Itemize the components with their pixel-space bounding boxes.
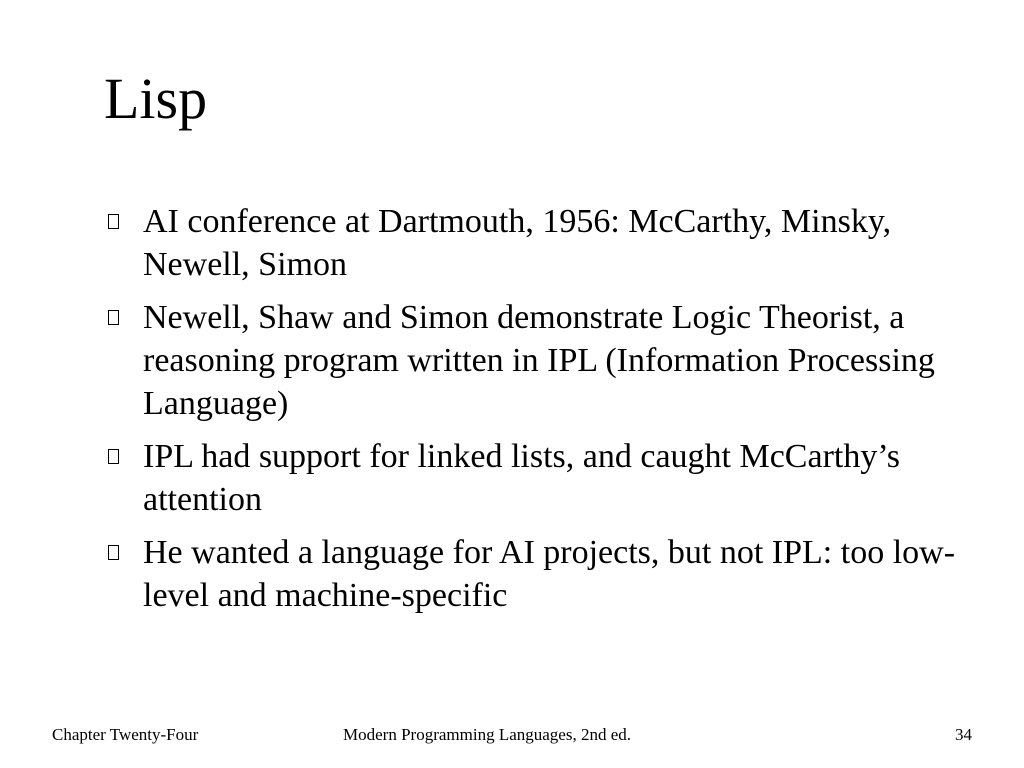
hollow-square-bullet-icon bbox=[108, 545, 119, 560]
slide-title: Lisp bbox=[104, 66, 208, 131]
bullet-item bbox=[100, 200, 980, 286]
hollow-square-bullet-icon bbox=[108, 449, 119, 464]
footer-chapter: Chapter Twenty-Four bbox=[52, 725, 199, 744]
hollow-square-bullet-icon bbox=[108, 310, 119, 325]
bullet-item bbox=[100, 296, 980, 425]
bullet-list bbox=[100, 200, 980, 627]
hollow-square-bullet-icon bbox=[108, 214, 119, 229]
footer-page-number: 34 bbox=[955, 725, 972, 744]
bullet-item bbox=[100, 531, 980, 617]
footer-book-title: Modern Programming Languages, 2nd ed. bbox=[343, 725, 631, 744]
bullet-text: AI conference at Dartmouth, 1956: McCarthy, Minsky, Newell, Simon bbox=[143, 203, 892, 283]
bullet-text: Newell, Shaw and Simon demonstrate Logic Theorist, a reasoning program written in IPL (Information Processing Language) bbox=[143, 299, 935, 422]
bullet-text: IPL had support for linked lists, and caught McCarthy’s attention bbox=[143, 438, 901, 518]
bullet-text: He wanted a language for AI projects, but not IPL: too low-level and machine-specific bbox=[143, 534, 956, 614]
bullet-item bbox=[100, 435, 980, 521]
